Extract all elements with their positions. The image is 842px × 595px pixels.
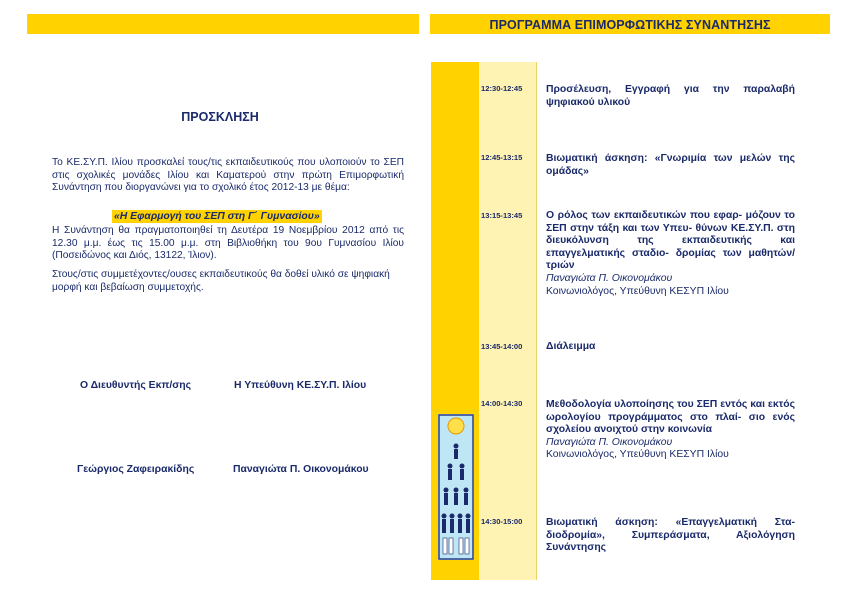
schedule-entry-title: Μεθοδολογία υλοποίησης του ΣΕΠ εντός και εκτός ωρολογίου προγράμματος στο πλαί- σιο ενός σχολείου ανοιχτού στην κοινωνία	[546, 399, 795, 436]
schedule-time: 14:30-15:00	[481, 517, 523, 526]
schedule-entry	[546, 210, 795, 298]
invitation-paragraph-intro: Το ΚΕ.ΣΥ.Π. Ιλίου προσκαλεί τους/τις εκπαιδευτικούς που υλοποιούν το ΣΕΠ στις σχολικές μονάδες Ιλίου και Καματερού στην πρώτη Επιμορφωτική Συνάντηση που διοργανώνει για το σχολικό έτος 2012-13 με θέμα:	[52, 157, 404, 194]
schedule-entry-title: Διάλειμμα	[546, 341, 596, 352]
invitation-paragraph-details: Η Συνάντηση θα πραγματοποιηθεί τη Δευτέρα 19 Νοεμβρίου 2012 από τις 12.30 μ.μ. έως τις 15.00 μ.μ. στη Βιβλιοθήκη του 9ου Γυμνασίου Ιλίου (Ποσειδώνος και Διός, 13122, Ίλιον).	[52, 225, 404, 262]
speaker-role: Κοινωνιολόγος, Υπεύθυνη ΚΕΣΥΠ Ιλίου	[546, 449, 729, 461]
schedule-entry	[546, 84, 795, 109]
left-header-bar	[27, 14, 419, 34]
speaker-name: Παναγιώτα Π. Οικονομάκου	[546, 436, 673, 448]
schedule-time: 12:45-13:15	[481, 153, 523, 162]
meeting-topic: «Η Εφαρμογή του ΣΕΠ στη Γ΄ Γυμνασίου»	[114, 211, 320, 222]
program-title: ΠΡΟΓΡΑΜΜΑ ΕΠΙΜΟΡΦΩΤΙΚΗΣ ΣΥΝΑΝΤΗΣΗΣ	[489, 18, 771, 32]
time-column	[479, 62, 536, 580]
responsible-name: Παναγιώτα Π. Οικονομάκου	[233, 464, 369, 475]
schedule-time: 13:15-13:45	[481, 211, 523, 220]
schedule-entry-title: Βιωματική άσκηση: «Επαγγελματική Στα- διοδρομία», Συμπεράσματα, Αξιολόγηση Συνάντησης	[546, 517, 795, 554]
responsible-title: Η Υπεύθυνη ΚΕ.ΣΥ.Π. Ιλίου	[234, 380, 367, 391]
people-pyramid-illustration	[438, 414, 474, 560]
schedule-time: 14:00-14:30	[481, 399, 523, 408]
schedule-entry	[546, 153, 795, 178]
schedule-entry	[546, 341, 795, 354]
schedule-entry-title: Βιωματική άσκηση: «Γνωριμία των μελών της ομάδας»	[546, 153, 795, 177]
invitation-paragraph-material: Στους/στις συμμετέχοντες/ουσες εκπαιδευτικούς θα δοθεί υλικό σε ψηφιακή μορφή και βεβαίωση συμμετοχής.	[52, 269, 390, 293]
schedule-entry-title: Ο ρόλος των εκπαιδευτικών που εφαρ- μόζουν το ΣΕΠ στην τάξη και των Υπευ- θύνων ΚΕ.ΣΥ.Π. στη διευκόλυνση της εκπαιδευτικής και επαγγελματικής σταδιο- δρομίας των μαθητών/τριών	[546, 210, 795, 272]
schedule-time: 13:45-14:00	[481, 342, 523, 351]
schedule-entry-title: Προσέλευση, Εγγραφή για την παραλαβή ψηφιακού υλικού	[546, 84, 795, 108]
schedule-entry	[546, 399, 795, 462]
speaker-role: Κοινωνιολόγος, Υπεύθυνη ΚΕΣΥΠ Ιλίου	[546, 285, 729, 297]
schedule-entry	[546, 517, 795, 555]
speaker-name: Παναγιώτα Π. Οικονομάκου	[546, 272, 673, 284]
schedule-time: 12:30-12:45	[481, 84, 523, 93]
invitation-heading: ΠΡΟΣΚΛΗΣΗ	[181, 110, 259, 124]
director-name: Γεώργιος Ζαφειρακίδης	[77, 464, 195, 475]
director-title: Ο Διευθυντής Εκπ/σης	[80, 380, 192, 391]
column-divider	[536, 62, 537, 580]
